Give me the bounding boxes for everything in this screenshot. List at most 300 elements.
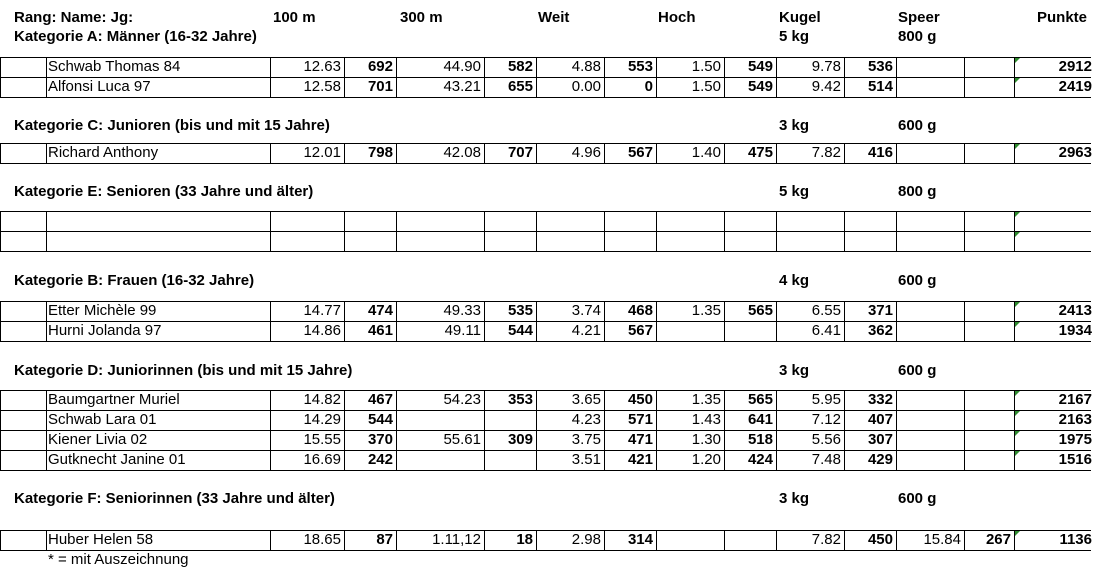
- column-divider: [776, 143, 777, 163]
- column-divider: [270, 390, 271, 470]
- cell-phoch: 518: [747, 431, 773, 448]
- cell-kugel: 9.78: [811, 58, 841, 75]
- column-divider: [536, 211, 537, 251]
- column-divider: [396, 211, 397, 251]
- cell-pweit: 471: [627, 431, 653, 448]
- column-divider: [656, 143, 657, 163]
- column-divider: [484, 390, 485, 470]
- cell-punkte: 2163: [1058, 411, 1092, 428]
- table-row: [0, 450, 1095, 470]
- cell-punkte: [1014, 211, 1095, 231]
- cell-speer: [896, 231, 964, 251]
- column-divider: [396, 143, 397, 163]
- cell-speer: 15.84: [923, 531, 961, 548]
- column-divider: [1014, 211, 1015, 251]
- header-weit: Weit: [538, 9, 570, 26]
- cell-speer: [896, 321, 964, 341]
- column-divider: [536, 390, 537, 470]
- cell-t300: 49.11: [444, 322, 481, 339]
- cell-t300: [396, 450, 484, 470]
- category-speer-weight-b: 600 g: [898, 272, 937, 289]
- cell-phoch: 549: [747, 78, 773, 95]
- cell-weit: 4.23: [571, 411, 601, 428]
- cell-kugel: 7.82: [811, 144, 841, 161]
- cell-p300: [484, 211, 536, 231]
- cell-phoch: 549: [747, 58, 773, 75]
- column-divider: [396, 301, 397, 341]
- cell-pweit: 567: [627, 322, 653, 339]
- column-divider: [724, 530, 725, 550]
- cell-punkte: 1516: [1058, 451, 1092, 468]
- cell-t100: [270, 231, 344, 251]
- column-divider: [656, 57, 657, 97]
- row-divider: [0, 251, 1091, 252]
- column-divider: [656, 211, 657, 251]
- cell-pweit: 450: [627, 391, 653, 408]
- cell-name: Schwab Lara 01: [48, 411, 157, 428]
- cell-punkte: 1975: [1058, 431, 1092, 448]
- cell-kugel: 7.82: [811, 531, 841, 548]
- cell-t100: 18.65: [303, 531, 341, 548]
- cell-p100: 798: [367, 144, 393, 161]
- column-divider: [536, 143, 537, 163]
- column-divider: [0, 211, 1, 251]
- cell-speer: [896, 77, 964, 97]
- cell-hoch: [656, 321, 724, 341]
- column-divider: [46, 301, 47, 341]
- cell-pspeer: [964, 430, 1014, 450]
- cell-weit: 2.98: [571, 531, 601, 548]
- row-divider: [0, 390, 1091, 391]
- cell-p300: 18: [516, 531, 533, 548]
- cell-pkugel: [844, 231, 896, 251]
- row-divider: [0, 530, 1091, 531]
- column-divider: [484, 143, 485, 163]
- cell-p300: [484, 450, 536, 470]
- cell-marker: [1015, 391, 1020, 396]
- column-divider: [964, 211, 965, 251]
- cell-t100: 12.58: [303, 78, 341, 95]
- cell-marker: [1015, 212, 1020, 217]
- cell-p300: [484, 231, 536, 251]
- cell-t100: 14.29: [303, 411, 341, 428]
- cell-p100: 467: [367, 391, 393, 408]
- cell-hoch: 1.35: [691, 391, 721, 408]
- category-kugel-weight-c: 3 kg: [779, 117, 810, 134]
- cell-name: Hurni Jolanda 97: [48, 322, 162, 339]
- cell-pweit: 314: [627, 531, 653, 548]
- column-divider: [1014, 530, 1015, 550]
- cell-pkugel: [844, 211, 896, 231]
- cell-punkte: 2963: [1058, 144, 1092, 161]
- column-divider: [46, 143, 47, 163]
- column-divider: [964, 57, 965, 97]
- cell-marker: [1015, 232, 1020, 237]
- cell-t300: 1.11,12: [432, 531, 481, 548]
- table-row: [0, 143, 1095, 163]
- row-divider: [0, 410, 1091, 411]
- column-divider: [344, 57, 345, 97]
- table-row: [0, 231, 1095, 251]
- cell-pkugel: 307: [867, 431, 893, 448]
- column-divider: [270, 211, 271, 251]
- cell-punkte: [1014, 231, 1095, 251]
- cell-name: Baumgartner Muriel: [48, 391, 180, 408]
- column-divider: [536, 57, 537, 97]
- row-divider: [0, 77, 1091, 78]
- column-divider: [344, 143, 345, 163]
- category-speer-weight-e: 800 g: [898, 183, 937, 200]
- column-divider: [844, 301, 845, 341]
- column-divider: [776, 301, 777, 341]
- cell-t300: [396, 410, 484, 430]
- column-divider: [656, 301, 657, 341]
- column-divider: [0, 390, 1, 470]
- cell-pkugel: 429: [867, 451, 893, 468]
- cell-phoch: 565: [747, 391, 773, 408]
- category-title-a: Kategorie A: Männer (16-32 Jahre): [14, 28, 257, 45]
- column-divider: [396, 57, 397, 97]
- cell-name: [46, 211, 270, 231]
- cell-pkugel: 514: [867, 78, 893, 95]
- category-title-e: Kategorie E: Senioren (33 Jahre und älter): [14, 183, 314, 200]
- cell-pspeer: [964, 77, 1014, 97]
- column-divider: [964, 390, 965, 470]
- row-divider: [0, 470, 1091, 471]
- column-divider: [0, 57, 1, 97]
- cell-p100: 701: [367, 78, 393, 95]
- cell-hoch: [656, 530, 724, 550]
- cell-pspeer: [964, 321, 1014, 341]
- cell-t100: 15.55: [303, 431, 341, 448]
- cell-phoch: [724, 530, 776, 550]
- cell-pweit: 553: [627, 58, 653, 75]
- column-divider: [604, 57, 605, 97]
- cell-p300: 353: [507, 391, 533, 408]
- cell-t300: 55.61: [443, 431, 481, 448]
- header-100m: 100 m: [273, 9, 316, 26]
- cell-t100: 12.63: [303, 58, 341, 75]
- cell-hoch: 1.43: [691, 411, 721, 428]
- category-kugel-weight-a: 5 kg: [779, 28, 810, 45]
- cell-kugel: 7.12: [811, 411, 841, 428]
- row-divider: [0, 231, 1091, 232]
- column-divider: [724, 57, 725, 97]
- cell-hoch: 1.50: [691, 78, 721, 95]
- row-divider: [0, 341, 1091, 342]
- cell-weit: 0.00: [571, 78, 601, 95]
- column-divider: [724, 390, 725, 470]
- cell-pspeer: [964, 390, 1014, 410]
- cell-weit: 3.75: [571, 431, 601, 448]
- cell-kugel: 5.56: [811, 431, 841, 448]
- cell-pweit: 571: [627, 411, 653, 428]
- cell-p300: 707: [507, 144, 533, 161]
- category-speer-weight-a: 800 g: [898, 28, 937, 45]
- cell-t300: 54.23: [443, 391, 481, 408]
- cell-marker: [1015, 531, 1020, 536]
- cell-speer: [896, 410, 964, 430]
- cell-hoch: 1.50: [691, 58, 721, 75]
- header-hoch: Hoch: [658, 9, 696, 26]
- cell-punkte: 1136: [1059, 531, 1092, 548]
- cell-hoch: 1.20: [691, 451, 721, 468]
- cell-p100: [344, 211, 396, 231]
- row-divider: [0, 143, 1091, 144]
- cell-pweit: 468: [627, 302, 653, 319]
- header-300m: 300 m: [400, 9, 443, 26]
- column-divider: [0, 143, 1, 163]
- cell-pspeer: [964, 211, 1014, 231]
- row-divider: [0, 301, 1091, 302]
- cell-hoch: 1.30: [691, 431, 721, 448]
- table-row: [0, 211, 1095, 231]
- cell-speer: [896, 143, 964, 163]
- table-row: [0, 410, 1095, 430]
- row-divider: [0, 57, 1091, 58]
- cell-phoch: [724, 211, 776, 231]
- cell-pweit: 567: [627, 144, 653, 161]
- category-title-f: Kategorie F: Seniorinnen (33 Jahre und älter): [14, 490, 335, 507]
- cell-phoch: 565: [747, 302, 773, 319]
- cell-kugel: 7.48: [811, 451, 841, 468]
- column-divider: [1014, 301, 1015, 341]
- cell-pkugel: 332: [867, 391, 893, 408]
- cell-phoch: 641: [747, 411, 773, 428]
- column-divider: [484, 530, 485, 550]
- cell-kugel: 6.55: [811, 302, 841, 319]
- table-row: [0, 321, 1095, 341]
- cell-punkte: 2419: [1058, 78, 1092, 95]
- column-divider: [46, 390, 47, 470]
- cell-hoch: [656, 211, 724, 231]
- column-divider: [844, 530, 845, 550]
- column-divider: [396, 530, 397, 550]
- category-speer-weight-c: 600 g: [898, 117, 937, 134]
- category-speer-weight-f: 600 g: [898, 490, 937, 507]
- column-divider: [896, 211, 897, 251]
- category-kugel-weight-b: 4 kg: [779, 272, 810, 289]
- column-divider: [844, 211, 845, 251]
- cell-pkugel: 362: [867, 322, 893, 339]
- cell-t100: 14.82: [303, 391, 341, 408]
- cell-hoch: 1.35: [691, 302, 721, 319]
- cell-pweit: [604, 211, 656, 231]
- column-divider: [484, 57, 485, 97]
- column-divider: [270, 143, 271, 163]
- cell-marker: [1015, 78, 1020, 83]
- cell-phoch: [724, 231, 776, 251]
- cell-p300: 309: [507, 431, 533, 448]
- column-divider: [270, 530, 271, 550]
- row-divider: [0, 163, 1091, 164]
- column-divider: [656, 390, 657, 470]
- column-divider: [344, 301, 345, 341]
- column-divider: [1014, 143, 1015, 163]
- column-divider: [844, 143, 845, 163]
- cell-name: Huber Helen 58: [48, 531, 154, 548]
- cell-pkugel: 416: [867, 144, 893, 161]
- cell-pspeer: [964, 450, 1014, 470]
- cell-t300: [396, 231, 484, 251]
- column-divider: [396, 390, 397, 470]
- cell-weit: 3.65: [571, 391, 601, 408]
- cell-speer: [896, 301, 964, 321]
- column-divider: [270, 57, 271, 97]
- cell-kugel: 6.41: [811, 322, 841, 339]
- row-divider: [0, 450, 1091, 451]
- category-speer-weight-d: 600 g: [898, 362, 937, 379]
- cell-p300: 535: [507, 302, 533, 319]
- column-divider: [964, 143, 965, 163]
- cell-speer: [896, 430, 964, 450]
- cell-name: Richard Anthony: [48, 144, 159, 161]
- cell-p300: [484, 410, 536, 430]
- cell-name: Etter Michèle 99: [48, 302, 157, 319]
- column-divider: [46, 211, 47, 251]
- cell-name: Alfonsi Luca 97: [48, 78, 151, 95]
- table-row: [0, 57, 1095, 77]
- cell-hoch: 1.40: [691, 144, 721, 161]
- cell-p100: 544: [367, 411, 393, 428]
- column-divider: [604, 301, 605, 341]
- cell-speer: [896, 450, 964, 470]
- cell-phoch: [724, 321, 776, 341]
- category-title-b: Kategorie B: Frauen (16-32 Jahre): [14, 272, 255, 289]
- cell-punkte: 2912: [1058, 58, 1092, 75]
- column-divider: [776, 57, 777, 97]
- cell-kugel: [776, 231, 844, 251]
- category-kugel-weight-f: 3 kg: [779, 490, 810, 507]
- cell-t100: 14.86: [303, 322, 341, 339]
- cell-name: Gutknecht Janine 01: [48, 451, 186, 468]
- table-row: [0, 77, 1095, 97]
- row-divider: [0, 97, 1091, 98]
- cell-weit: 4.88: [571, 58, 601, 75]
- cell-p100: 461: [367, 322, 393, 339]
- column-divider: [484, 301, 485, 341]
- cell-p100: 692: [367, 58, 393, 75]
- cell-t300: 44.90: [443, 58, 481, 75]
- table-row: [0, 301, 1095, 321]
- cell-pweit: 421: [627, 451, 653, 468]
- cell-p100: 87: [376, 531, 393, 548]
- footnote: * = mit Auszeichnung: [48, 551, 189, 568]
- header-kugel: Kugel: [779, 9, 821, 26]
- category-kugel-weight-d: 3 kg: [779, 362, 810, 379]
- column-divider: [46, 530, 47, 550]
- column-divider: [896, 390, 897, 470]
- column-divider: [344, 211, 345, 251]
- table-row: [0, 530, 1095, 550]
- cell-punkte: 2167: [1058, 391, 1092, 408]
- column-divider: [896, 301, 897, 341]
- column-divider: [1014, 57, 1015, 97]
- cell-punkte: 1934: [1058, 322, 1092, 339]
- cell-kugel: [776, 211, 844, 231]
- cell-p300: 582: [507, 58, 533, 75]
- cell-name: Schwab Thomas 84: [48, 58, 181, 75]
- cell-kugel: 5.95: [811, 391, 841, 408]
- cell-kugel: 9.42: [811, 78, 841, 95]
- cell-p100: [344, 231, 396, 251]
- column-divider: [0, 530, 1, 550]
- cell-pkugel: 407: [867, 411, 893, 428]
- column-divider: [844, 390, 845, 470]
- category-title-c: Kategorie C: Junioren (bis und mit 15 Jahre): [14, 117, 330, 134]
- cell-pspeer: [964, 57, 1014, 77]
- cell-p100: 370: [367, 431, 393, 448]
- column-divider: [724, 143, 725, 163]
- header-rang-name-jg: Rang: Name: Jg:: [14, 9, 134, 26]
- column-divider: [656, 530, 657, 550]
- cell-weit: [536, 231, 604, 251]
- cell-marker: [1015, 431, 1020, 436]
- table-row: [0, 430, 1095, 450]
- column-divider: [604, 143, 605, 163]
- column-divider: [964, 530, 965, 550]
- cell-marker: [1015, 302, 1020, 307]
- column-divider: [344, 530, 345, 550]
- cell-t100: 14.77: [303, 302, 341, 319]
- cell-pweit: [604, 231, 656, 251]
- cell-t300: [396, 211, 484, 231]
- cell-pweit: 0: [644, 78, 653, 95]
- cell-hoch: [656, 231, 724, 251]
- cell-t100: 16.69: [303, 451, 341, 468]
- cell-marker: [1015, 411, 1020, 416]
- cell-p100: 474: [367, 302, 393, 319]
- cell-marker: [1015, 322, 1020, 327]
- column-divider: [776, 530, 777, 550]
- cell-t300: 43.21: [443, 78, 481, 95]
- cell-speer: [896, 390, 964, 410]
- column-divider: [964, 301, 965, 341]
- column-divider: [270, 301, 271, 341]
- cell-marker: [1015, 144, 1020, 149]
- cell-weit: 3.51: [571, 451, 601, 468]
- column-divider: [46, 57, 47, 97]
- cell-p300: 544: [507, 322, 533, 339]
- header-speer: Speer: [898, 9, 940, 26]
- cell-pkugel: 450: [867, 531, 893, 548]
- cell-speer: [896, 57, 964, 77]
- cell-pspeer: [964, 301, 1014, 321]
- column-divider: [604, 530, 605, 550]
- category-kugel-weight-e: 5 kg: [779, 183, 810, 200]
- cell-t300: 49.33: [443, 302, 481, 319]
- column-divider: [1014, 390, 1015, 470]
- cell-name: Kiener Livia 02: [48, 431, 148, 448]
- column-divider: [896, 143, 897, 163]
- header-punkte: Punkte: [1037, 9, 1088, 26]
- row-divider: [0, 321, 1091, 322]
- table-row: [0, 390, 1095, 410]
- cell-p100: 242: [367, 451, 393, 468]
- cell-pkugel: 371: [867, 302, 893, 319]
- cell-name: [46, 231, 270, 251]
- column-divider: [604, 211, 605, 251]
- cell-weit: 4.21: [571, 322, 601, 339]
- cell-marker: [1015, 451, 1020, 456]
- row-divider: [0, 430, 1091, 431]
- cell-pspeer: [964, 231, 1014, 251]
- column-divider: [896, 57, 897, 97]
- column-divider: [844, 57, 845, 97]
- cell-t100: 12.01: [303, 144, 341, 161]
- cell-t100: [270, 211, 344, 231]
- cell-weit: 4.96: [571, 144, 601, 161]
